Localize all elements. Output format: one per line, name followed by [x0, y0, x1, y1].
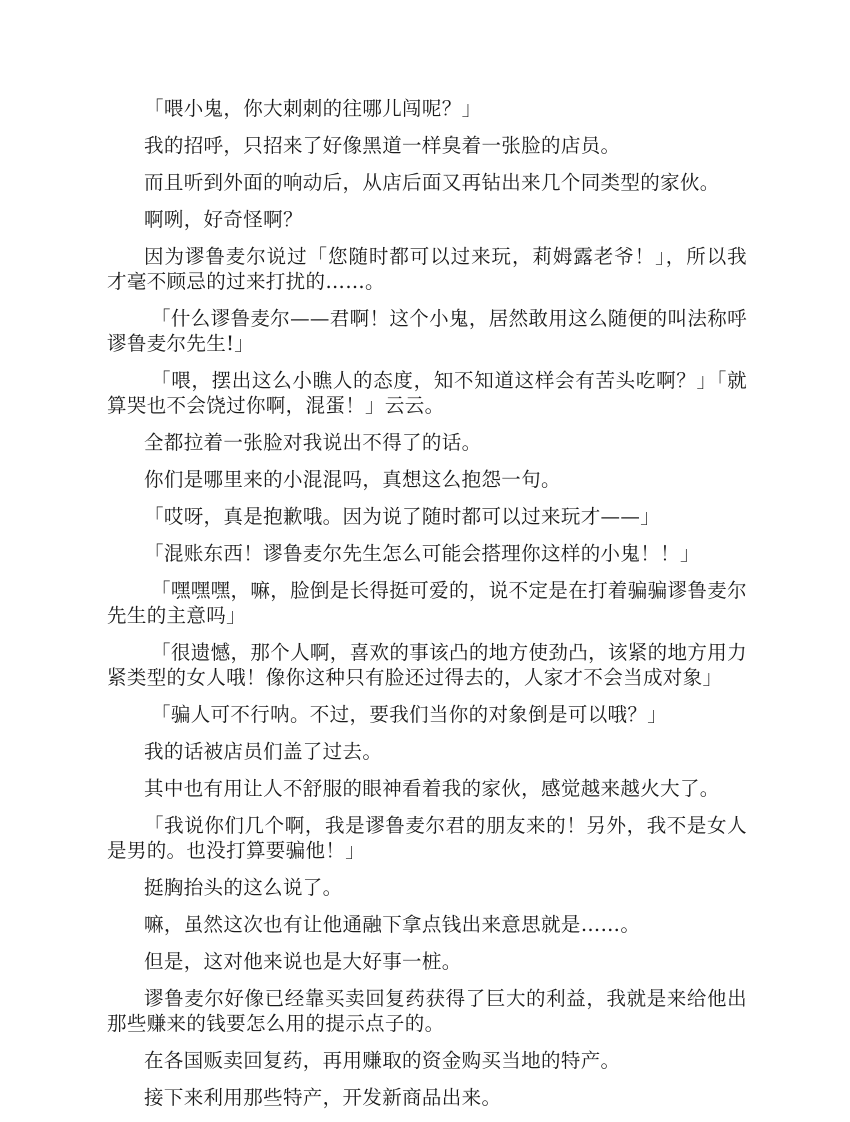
paragraph: 「哎呀，真是抱歉哦。因为说了随时都可以过来玩才——」 — [144, 505, 661, 528]
paragraph: 我的话被店员们盖了过去。 — [144, 740, 383, 763]
paragraph: 你们是哪里来的小混混吗，真想这么抱怨一句。 — [144, 468, 561, 491]
paragraph: 因为谬鲁麦尔说过「您随时都可以过来玩，莉姆露老爷！」，所以我才毫不顾忌的过来打扰的……。 — [107, 245, 747, 293]
paragraph: 而且听到外面的响动后，从店后面又再钻出来几个同类型的家伙。 — [144, 171, 720, 194]
paragraph: 「喂小鬼，你大刺刺的往哪儿闯呢？」 — [144, 97, 482, 120]
paragraph: 「什么谬鲁麦尔——君啊！这个小鬼，居然敢用这么随便的叫法称呼谬鲁麦尔先生!」 — [107, 307, 747, 355]
paragraph: 谬鲁麦尔好像已经靠买卖回复药获得了巨大的利益，我就是来给他出那些赚来的钱要怎么用的提示点子的。 — [107, 987, 747, 1035]
paragraph: 我的招呼，只招来了好像黑道一样臭着一张脸的店员。 — [144, 134, 621, 157]
paragraph: 「骗人可不行呐。不过，要我们当你的对象倒是可以哦？」 — [151, 703, 668, 726]
paragraph: 「很遗憾，那个人啊，喜欢的事该凸的地方使劲凸，该紧的地方用力紧类型的女人哦！像你这种只有脸还过得去的，人家才不会当成对象」 — [107, 641, 747, 689]
paragraph: 但是，这对他来说也是大好事一桩。 — [144, 950, 462, 973]
paragraph: 接下来利用那些特产，开发新商品出来。 — [144, 1086, 502, 1109]
paragraph: 其中也有用让人不舒服的眼神看着我的家伙，感觉越来越火大了。 — [144, 777, 720, 800]
paragraph: 「喂，摆出这么小瞧人的态度，知不知道这样会有苦头吃啊？」「就算哭也不会饶过你啊，混蛋！」云云。 — [107, 369, 747, 417]
paragraph: 挺胸抬头的这么说了。 — [144, 876, 343, 899]
paragraph: 「我说你们几个啊，我是谬鲁麦尔君的朋友来的！另外，我不是女人是男的。也没打算要骗他！」 — [107, 814, 747, 862]
body-text — [107, 96, 747, 1122]
paragraph: 啊咧，好奇怪啊？ — [144, 208, 303, 231]
paragraph: 嘛，虽然这次也有让他通融下拿点钱出来意思就是……。 — [144, 913, 641, 936]
paragraph: 「混账东西！谬鲁麦尔先生怎么可能会搭理你这样的小鬼！！」 — [144, 542, 700, 565]
paragraph: 全都拉着一张脸对我说出不得了的话。 — [144, 431, 482, 454]
paragraph: 在各国贩卖回复药，再用赚取的资金购买当地的特产。 — [144, 1049, 621, 1072]
paragraph: 「嘿嘿嘿，嘛，脸倒是长得挺可爱的，说不定是在打着骗骗谬鲁麦尔先生的主意吗」 — [107, 579, 747, 627]
